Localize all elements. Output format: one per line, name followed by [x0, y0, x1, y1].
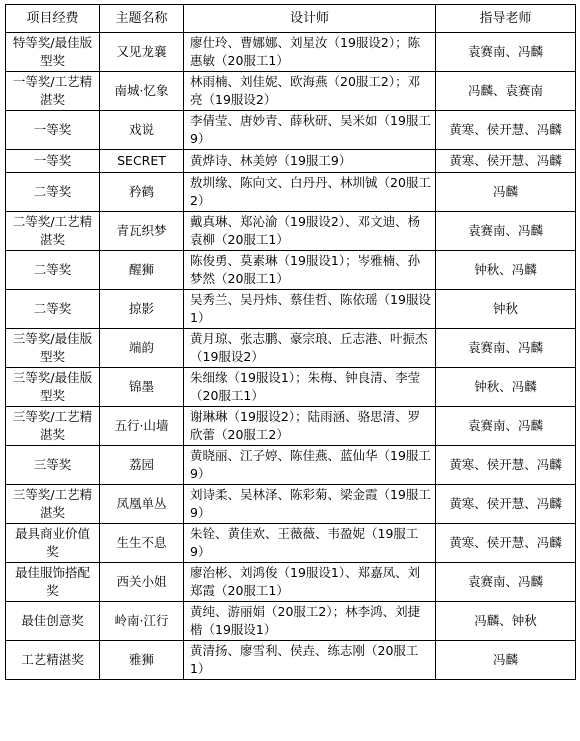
table-row: [6, 150, 576, 173]
theme-cell: 戏说: [100, 111, 184, 150]
header-teachers: 指导老师: [436, 5, 576, 33]
teachers-cell: 袁赛南、冯麟: [436, 563, 576, 602]
theme-cell: 五行·山墙: [100, 407, 184, 446]
award-cell: 三等奖/工艺精湛奖: [6, 407, 100, 446]
theme-cell: SECRET: [100, 150, 184, 173]
teachers-cell: 黄寒、侯开慧、冯麟: [436, 150, 576, 173]
theme-cell: 雅狮: [100, 641, 184, 680]
award-cell: 二等奖: [6, 290, 100, 329]
teachers-cell: 黄寒、侯开慧、冯麟: [436, 446, 576, 485]
award-cell: 一等奖: [6, 111, 100, 150]
designers-cell: 廖仕玲、曹娜娜、刘星汝（19服设2）；陈惠敏（20服工1）: [184, 33, 436, 72]
designers-cell: 李倩莹、唐妙青、薛秋研、吴米如（19服工9）: [184, 111, 436, 150]
designers-cell: 黄月琼、张志鹏、豪宗琅、丘志港、叶振杰（19服设2）: [184, 329, 436, 368]
table-row: [6, 485, 576, 524]
teachers-cell: 冯麟: [436, 641, 576, 680]
teachers-cell: 袁赛南、冯麟: [436, 329, 576, 368]
theme-cell: 凤凰单丛: [100, 485, 184, 524]
theme-cell: 矜鹤: [100, 173, 184, 212]
designers-cell: 谢琳琳（19服设2）；陆雨涵、骆思清、罗欣蕾（20服工2）: [184, 407, 436, 446]
table-row: [6, 290, 576, 329]
award-cell: 最佳服饰搭配奖: [6, 563, 100, 602]
teachers-cell: 冯麟: [436, 173, 576, 212]
award-cell: 最佳创意奖: [6, 602, 100, 641]
teachers-cell: 黄寒、侯开慧、冯麟: [436, 111, 576, 150]
table-row: [6, 72, 576, 111]
designers-cell: 黄清扬、廖雪利、侯垚、练志刚（20服工1）: [184, 641, 436, 680]
award-cell: 二等奖: [6, 173, 100, 212]
teachers-cell: 黄寒、侯开慧、冯麟: [436, 524, 576, 563]
teachers-cell: 钟秋、冯麟: [436, 368, 576, 407]
teachers-cell: 冯麟、钟秋: [436, 602, 576, 641]
table-row: [6, 563, 576, 602]
designers-cell: 朱细缘（19服设1）；朱梅、钟良清、李莹（20服工1）: [184, 368, 436, 407]
teachers-cell: 袁赛南、冯麟: [436, 33, 576, 72]
designers-cell: 敖圳缘、陈向文、白丹丹、林圳铖（20服工2）: [184, 173, 436, 212]
teachers-cell: 钟秋、冯麟: [436, 251, 576, 290]
awards-table: [5, 4, 576, 680]
designers-cell: 黄烨诗、林美婷（19服工9）: [184, 150, 436, 173]
award-cell: 三等奖/最佳版型奖: [6, 329, 100, 368]
teachers-cell: 钟秋: [436, 290, 576, 329]
teachers-cell: 袁赛南、冯麟: [436, 212, 576, 251]
theme-cell: 又见龙襄: [100, 33, 184, 72]
award-cell: 一等奖/工艺精湛奖: [6, 72, 100, 111]
designers-cell: 陈俊勇、莫素琳（19服设1）；岑雅楠、孙梦然（20服工1）: [184, 251, 436, 290]
award-cell: 三等奖: [6, 446, 100, 485]
award-cell: 二等奖: [6, 251, 100, 290]
award-cell: 三等奖/最佳版型奖: [6, 368, 100, 407]
table-row: [6, 368, 576, 407]
table-row: [6, 111, 576, 150]
award-cell: 工艺精湛奖: [6, 641, 100, 680]
table-row: [6, 212, 576, 251]
designers-cell: 廖治彬、刘鸿俊（19服设1）、郑嘉凤、刘郑霞（20服工1）: [184, 563, 436, 602]
table-row: [6, 446, 576, 485]
theme-cell: 青瓦织梦: [100, 212, 184, 251]
teachers-cell: 黄寒、侯开慧、冯麟: [436, 485, 576, 524]
theme-cell: 醒狮: [100, 251, 184, 290]
theme-cell: 西关小姐: [100, 563, 184, 602]
table-row: [6, 641, 576, 680]
award-cell: 三等奖/工艺精湛奖: [6, 485, 100, 524]
designers-cell: 林雨楠、刘佳妮、欧海燕（20服工2）；邓亮（19服设2）: [184, 72, 436, 111]
table-row: [6, 329, 576, 368]
header-award: 项目经费: [6, 5, 100, 33]
theme-cell: 掠影: [100, 290, 184, 329]
table-row: [6, 33, 576, 72]
designers-cell: 黄晓丽、江子婷、陈佳燕、蓝仙华（19服工9）: [184, 446, 436, 485]
designers-cell: 黄纯、游丽娟（20服工2）；林李鸿、刘捷楷（19服设1）: [184, 602, 436, 641]
award-cell: 最具商业价值奖: [6, 524, 100, 563]
header-row: [6, 5, 576, 33]
table-row: [6, 524, 576, 563]
award-cell: 二等奖/工艺精湛奖: [6, 212, 100, 251]
teachers-cell: 袁赛南、冯麟: [436, 407, 576, 446]
header-theme: 主题名称: [100, 5, 184, 33]
table-row: [6, 251, 576, 290]
theme-cell: 荔园: [100, 446, 184, 485]
table-row: [6, 173, 576, 212]
table-row: [6, 602, 576, 641]
designers-cell: 刘诗柔、吴林泽、陈彩菊、梁金霞（19服工9）: [184, 485, 436, 524]
award-cell: 特等奖/最佳版型奖: [6, 33, 100, 72]
designers-cell: 朱铨、黄佳欢、王薇薇、韦盈妮（19服工9）: [184, 524, 436, 563]
theme-cell: 岭南·江行: [100, 602, 184, 641]
teachers-cell: 冯麟、袁赛南: [436, 72, 576, 111]
theme-cell: 端韵: [100, 329, 184, 368]
award-cell: 一等奖: [6, 150, 100, 173]
theme-cell: 生生不息: [100, 524, 184, 563]
header-designers: 设计师: [184, 5, 436, 33]
designers-cell: 吴秀兰、吴丹炜、蔡佳哲、陈依瑶（19服设1）: [184, 290, 436, 329]
designers-cell: 戴真琳、郑沁渝（19服设2）、邓文迪、杨袁柳（20服工1）: [184, 212, 436, 251]
theme-cell: 南城·忆象: [100, 72, 184, 111]
table-row: [6, 407, 576, 446]
theme-cell: 锦墨: [100, 368, 184, 407]
